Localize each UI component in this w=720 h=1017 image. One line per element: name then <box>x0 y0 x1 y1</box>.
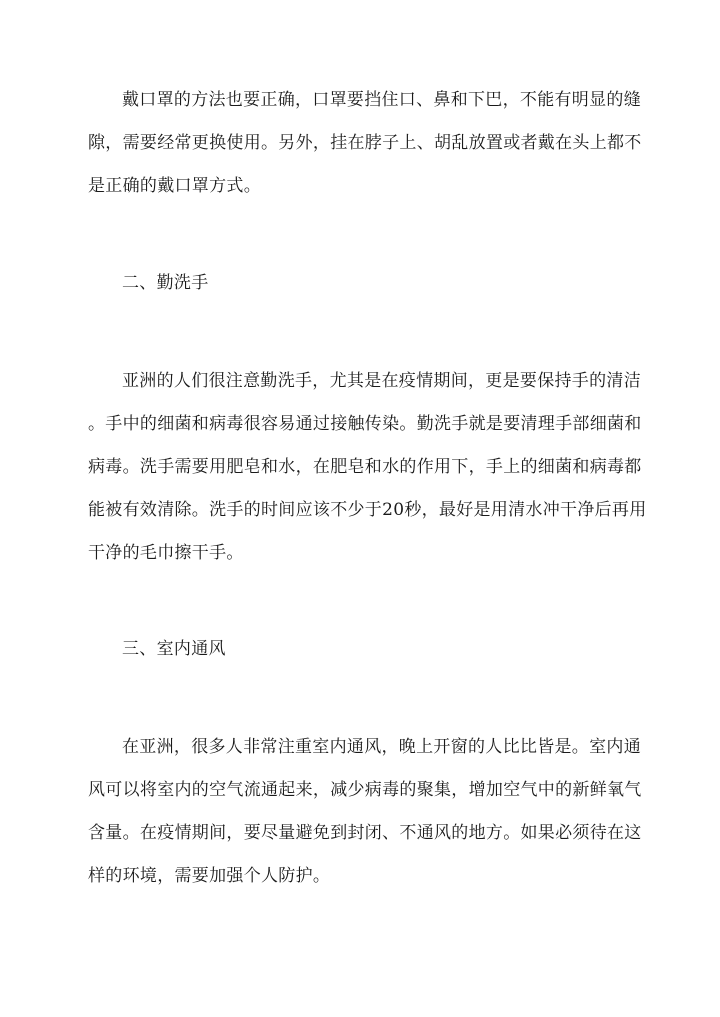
section-heading: 三、室内通风 <box>122 639 226 659</box>
paragraph-line: 隙，需要经常更换使用。另外，挂在脖子上、胡乱放置或者戴在头上都不 <box>88 133 642 153</box>
paragraph-line: 亚洲的人们很注意勤洗手，尤其是在疫情期间，更是要保持手的清洁 <box>122 371 641 391</box>
paragraph-line: 。手中的细菌和病毒很容易通过接触传染。勤洗手就是要清理手部细菌和 <box>88 414 642 434</box>
paragraph-line: 是正确的戴口罩方式。 <box>88 176 261 196</box>
paragraph-line: 在亚洲，很多人非常注重室内通风，晚上开窗的人比比皆是。室内通 <box>122 737 641 757</box>
paragraph-line: 戴口罩的方法也要正确，口罩要挡住口、鼻和下巴，不能有明显的缝 <box>122 90 641 110</box>
paragraph-line: 病毒。洗手需要用肥皂和水，在肥皂和水的作用下，手上的细菌和病毒都 <box>88 457 642 477</box>
paragraph-line: 干净的毛巾擦干手。 <box>88 543 244 563</box>
paragraph-line: 能被有效清除。洗手的时间应该不少于20秒，最好是用清水冲干净后再用 <box>88 500 647 520</box>
paragraph-line: 含量。在疫情期间，要尽量避免到封闭、不通风的地方。如果必须待在这 <box>88 823 642 843</box>
paragraph-line: 样的环境，需要加强个人防护。 <box>88 866 331 886</box>
section-heading: 二、勤洗手 <box>122 273 209 293</box>
paragraph-line: 风可以将室内的空气流通起来，减少病毒的聚集，增加空气中的新鲜氧气 <box>88 780 642 800</box>
